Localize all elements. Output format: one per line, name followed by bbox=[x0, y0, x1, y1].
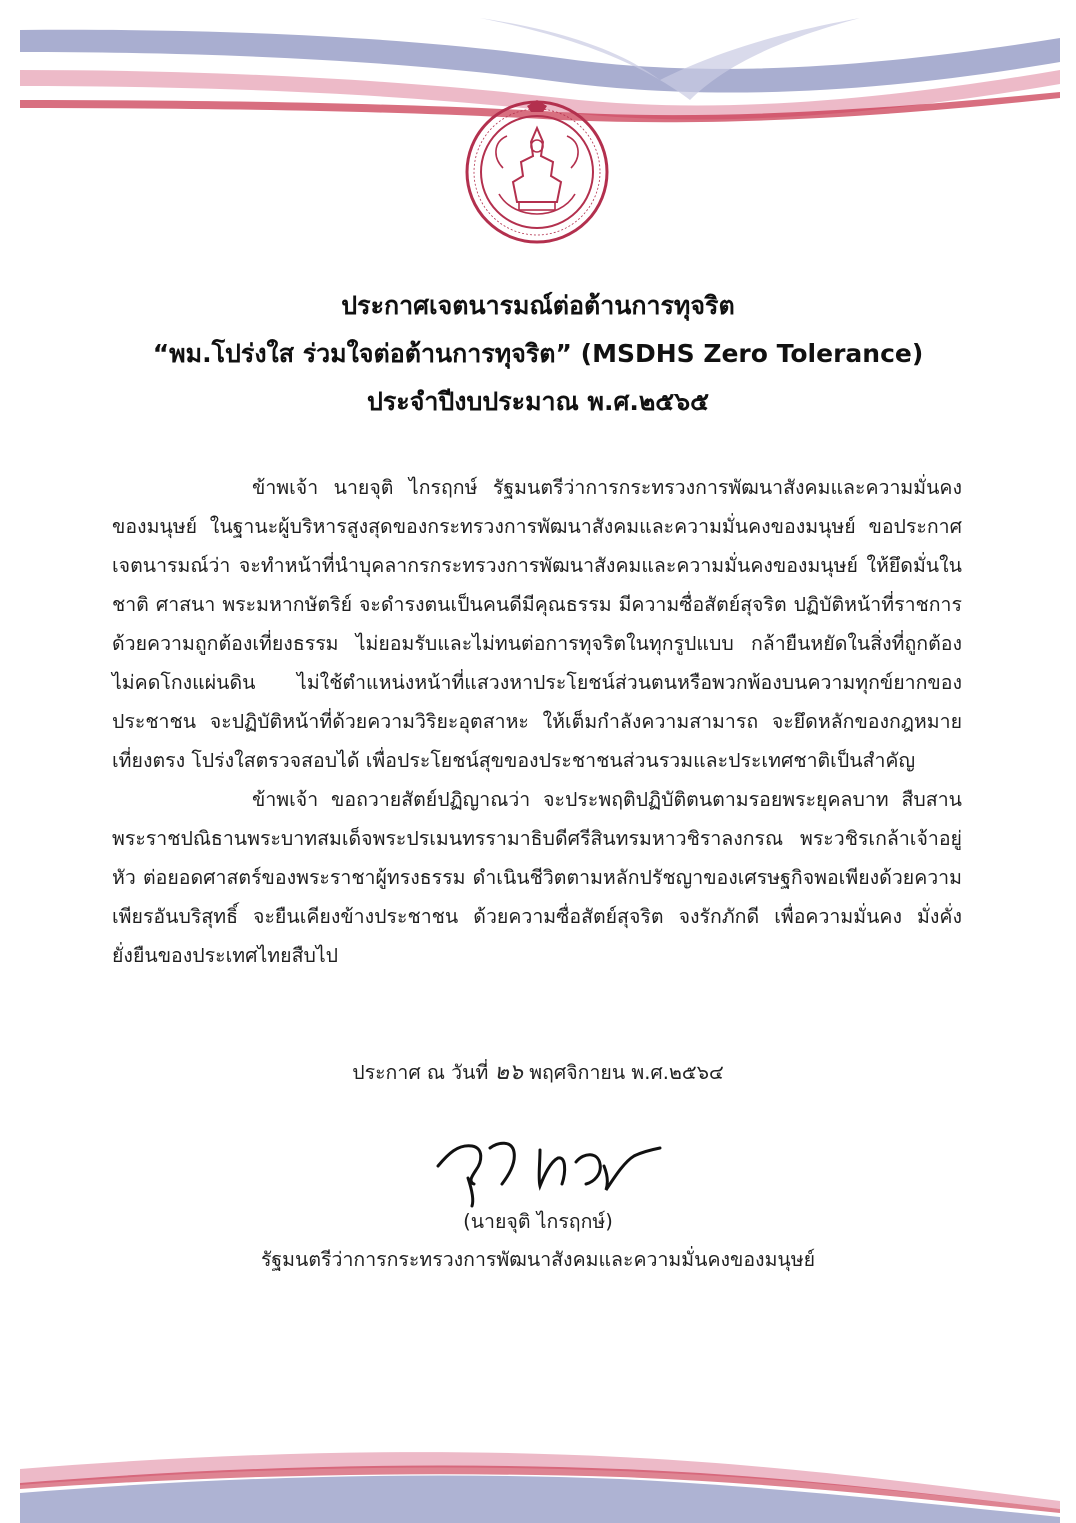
bottom-ribbon-decoration bbox=[0, 1413, 1076, 1523]
ministry-seal bbox=[463, 98, 611, 246]
date-month-year: พฤศจิกายน พ.ศ.๒๕๖๔ bbox=[529, 1061, 724, 1084]
title-line-1: ประกาศเจตนารมณ์ต่อต้านการทุจริต bbox=[341, 291, 735, 320]
announcement-title bbox=[60, 282, 1016, 426]
ministry-seal-icon bbox=[463, 98, 611, 246]
signature-icon bbox=[428, 1118, 668, 1208]
date-day: ๒๖ bbox=[494, 1060, 523, 1085]
title-line-2: “พม.โปร่งใส ร่วมใจต่อต้านการทุจริต” (MSDHS Zero Tolerance) bbox=[152, 339, 924, 368]
title-line-3: ประจำปีงบประมาณ พ.ศ.๒๕๖๕ bbox=[366, 387, 710, 416]
signer-position: รัฐมนตรีว่าการกระทรวงการพัฒนาสังคมและความมั่นคงของมนุษย์ bbox=[260, 1248, 816, 1271]
signer-name: (นายจุติ ไกรฤกษ์) bbox=[463, 1210, 613, 1233]
date-prefix: ประกาศ ณ วันที่ bbox=[352, 1061, 489, 1084]
body-paragraph-1 bbox=[112, 468, 962, 780]
announcement-date bbox=[60, 1054, 1016, 1089]
body-paragraph-2 bbox=[112, 780, 962, 975]
body-paragraph-1-text: ข้าพเจ้า นายจุติ ไกรฤกษ์ รัฐมนตรีว่าการกระทรวงการพัฒนาสังคมและความมั่นคงของมนุษย์ ในฐานะผู้บริหารสูงสุดของกระทรวงการพัฒนาสังคมและความมั่นคงของมนุษย์ ขอประกาศเจตนารมณ์ว่า จะทำหน้าที่นำบุคลากรกระทรวงการพัฒนาสังคมและความมั่นคงของมนุษย์ ให้ยึดมั่นในชาติ ศาสนา พระมหากษัตริย์ จะดำรงตนเป็นคนดีมีคุณธรรม มีความซื่อสัตย์สุจริต ปฏิบัติหน้าที่ราชการ ด้วยความถูกต้องเที่ยงธรรม ไม่ยอมรับและไม่ทนต่อการทุจริตในทุกรูปแบบ กล้ายืนหยัดในสิ่งที่ถูกต้อง ไม่คดโกงแผ่นดิน ไม่ใช้ตำแหน่งหน้าที่แสวงหาประโยชน์ส่วนตนหรือพวกพ้องบนความทุกข์ยากของประชาชน จะปฏิบัติหน้าที่ด้วยความวิริยะอุตสาหะ ให้เต็มกำลังความสามารถ จะยึดหลักของกฎหมาย เที่ยงตรง โปร่งใสตรวจสอบได้ เพื่อประโยชน์สุขของประชาชนส่วนรวมและประเทศชาติเป็นสำคัญ bbox=[112, 476, 962, 772]
announcement-body bbox=[112, 468, 962, 975]
body-paragraph-2-text: ข้าพเจ้า ขอถวายสัตย์ปฏิญาณว่า จะประพฤติปฏิบัติตนตามรอยพระยุคลบาท สืบสานพระราชปณิธานพระบาทสมเด็จพระปรเมนทรรามาธิบดีศรีสินทรมหาวชิราลงกรณ พระวชิรเกล้าเจ้าอยู่หัว ต่อยอดศาสตร์ของพระราชาผู้ทรงธรรม ดำเนินชีวิตตามหลักปรัชญาของเศรษฐกิจพอเพียงด้วยความเพียรอันบริสุทธิ์ จะยืนเคียงข้างประชาชน ด้วยความซื่อสัตย์สุจริต จงรักภักดี เพื่อความมั่นคง มั่งคั่ง ยั่งยืนของประเทศไทยสืบไป bbox=[112, 788, 962, 967]
signature bbox=[428, 1118, 668, 1208]
